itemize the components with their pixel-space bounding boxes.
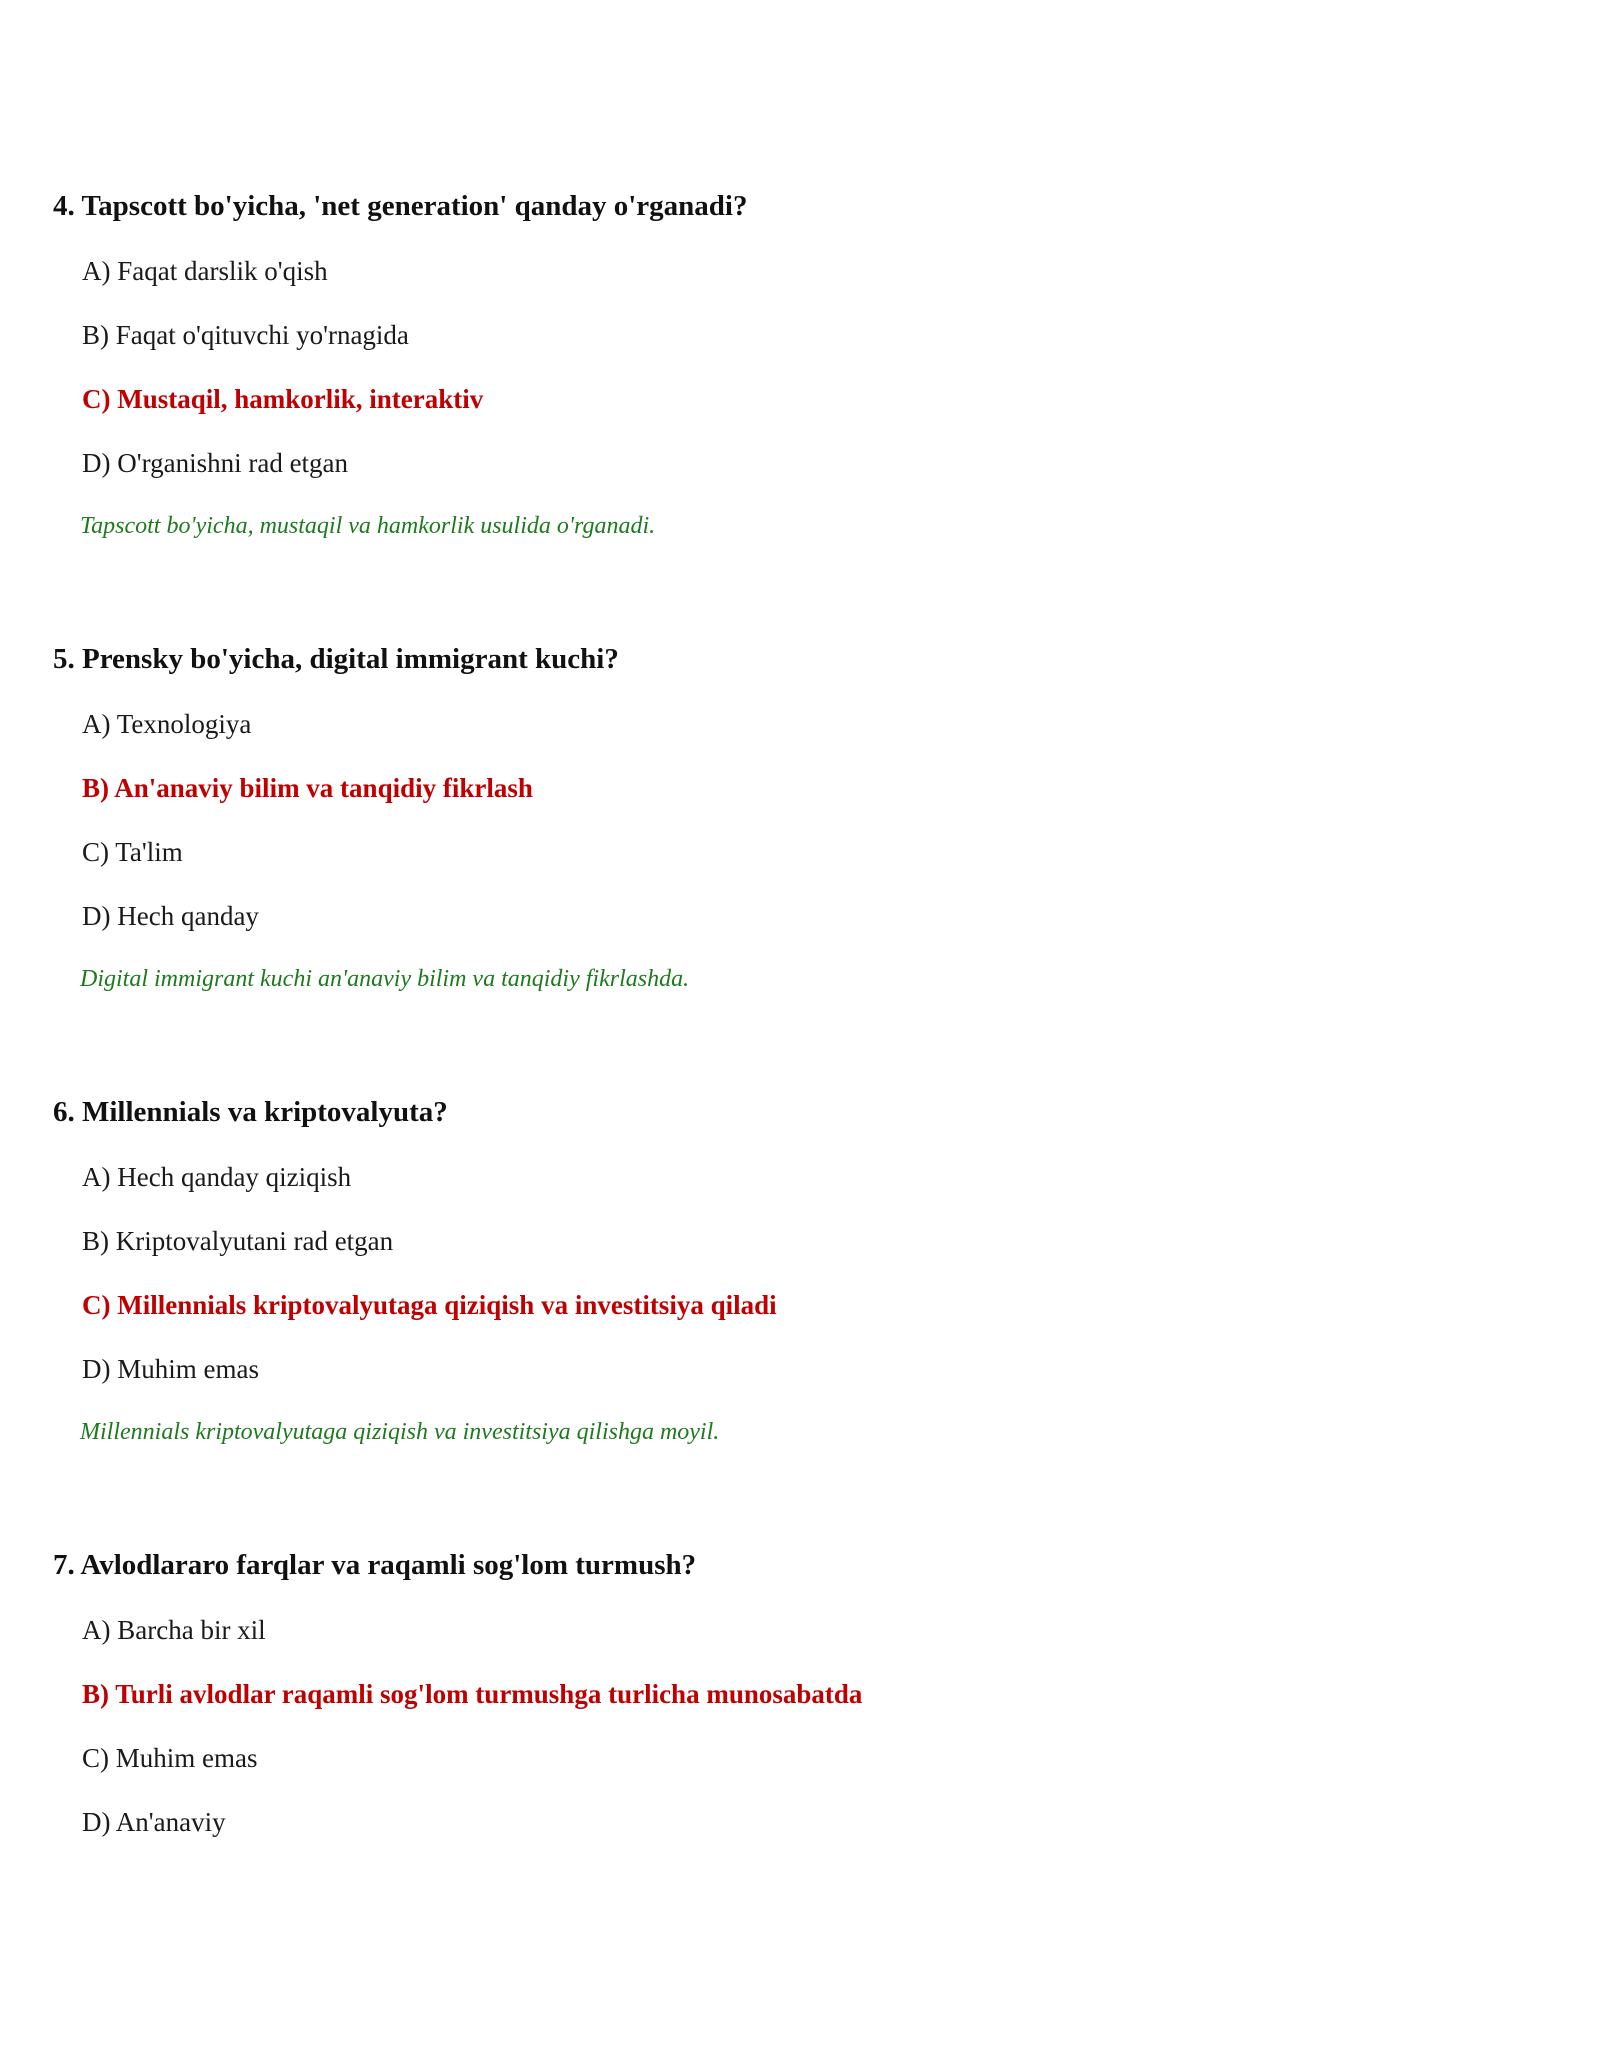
option-a: A) Faqat darslik o'qish [82, 256, 328, 286]
question-title: 4. Tapscott bo'yicha, 'net generation' qanday o'rganadi? [53, 190, 748, 222]
option-c: C) Muhim emas [82, 1743, 258, 1773]
explanation: Tapscott bo'yicha, mustaqil va hamkorlik usulida o'rganadi. [80, 513, 656, 539]
question-title: 5. Prensky bo'yicha, digital immigrant kuchi? [53, 643, 619, 675]
option-c-correct: C) Mustaqil, hamkorlik, interaktiv [82, 384, 484, 414]
explanation: Millennials kriptovalyutaga qiziqish va investitsiya qilishga moyil. [80, 1419, 720, 1445]
option-b-correct: B) An'anaviy bilim va tanqidiy fikrlash [82, 773, 533, 803]
question-title: 7. Avlodlararo farqlar va raqamli sog'lom turmush? [53, 1549, 697, 1581]
option-a: A) Texnologiya [82, 709, 252, 739]
option-a: A) Barcha bir xil [82, 1615, 266, 1645]
option-b-correct: B) Turli avlodlar raqamli sog'lom turmushga turlicha munosabatda [82, 1679, 863, 1709]
explanation: Digital immigrant kuchi an'anaviy bilim va tanqidiy fikrlashda. [80, 966, 690, 992]
option-a: A) Hech qanday qiziqish [82, 1162, 352, 1192]
option-c: C) Ta'lim [82, 837, 183, 867]
option-d: D) Muhim emas [82, 1354, 259, 1384]
option-d: D) O'rganishni rad etgan [82, 448, 349, 478]
option-d: D) An'anaviy [82, 1807, 226, 1837]
option-b: B) Faqat o'qituvchi yo'rnagida [82, 320, 409, 350]
option-c-correct: C) Millennials kriptovalyutaga qiziqish va investitsiya qiladi [82, 1290, 777, 1320]
option-d: D) Hech qanday [82, 901, 259, 931]
option-b: B) Kriptovalyutani rad etgan [82, 1226, 394, 1256]
question-title: 6. Millennials va kriptovalyuta? [53, 1096, 448, 1128]
